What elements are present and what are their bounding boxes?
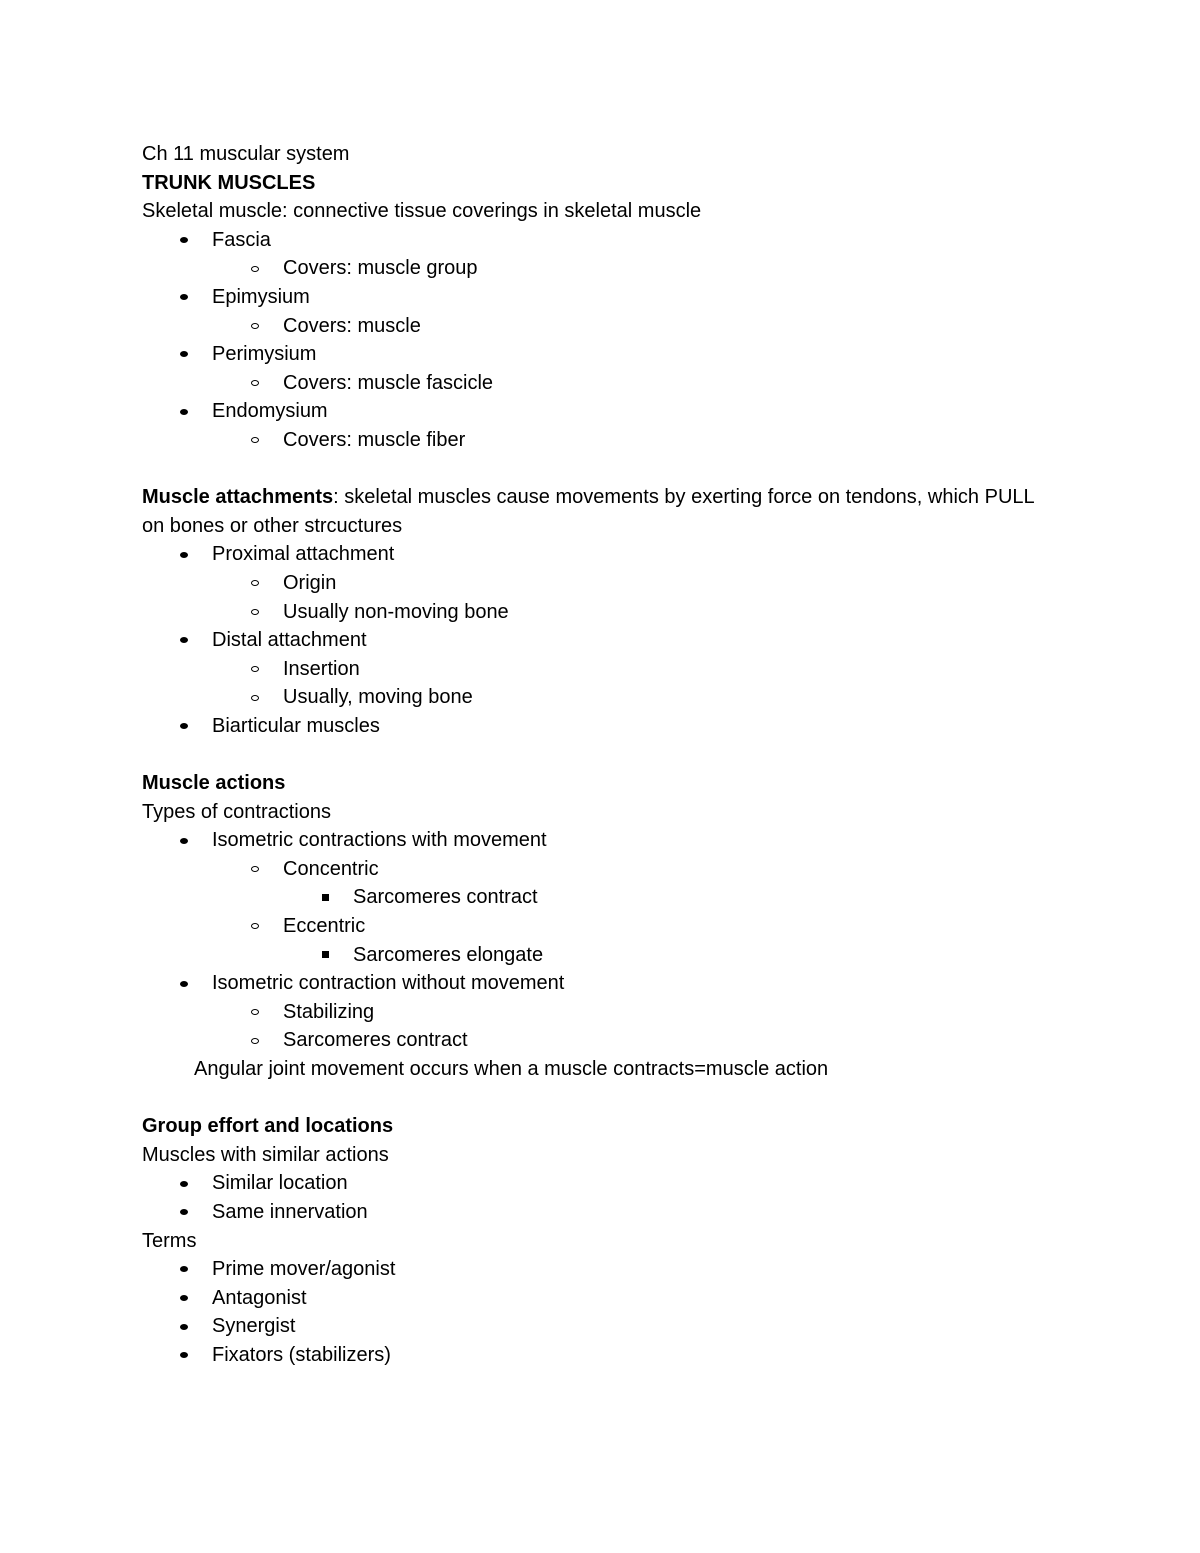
- list-item: Antagonist: [142, 1284, 1152, 1313]
- list-item-contractions-with-movement: Isometric contractions with movement: [142, 826, 1152, 855]
- blank-line: [142, 1084, 1152, 1113]
- list-item-distal-attachment: Distal attachment: [142, 626, 1152, 655]
- bullet-icon: [178, 397, 190, 426]
- list-subitem: Insertion: [142, 655, 1152, 684]
- bullet-icon: [178, 283, 190, 312]
- circle-bullet-icon: [249, 312, 261, 341]
- bullet-icon: [178, 1284, 190, 1313]
- list-subitem-eccentric: Eccentric: [142, 912, 1152, 941]
- blank-line: [142, 740, 1152, 769]
- list-subitem: Covers: muscle group: [142, 254, 1152, 283]
- list-item: Synergist: [142, 1312, 1152, 1341]
- circle-bullet-icon: [249, 254, 261, 283]
- circle-bullet-icon: [249, 369, 261, 398]
- bullet-icon: [178, 626, 190, 655]
- angular-movement-note: Angular joint movement occurs when a muscle contracts=muscle action: [194, 1058, 829, 1080]
- list-item-contraction-without-movement: Isometric contraction without movement: [142, 969, 1152, 998]
- list-item: Similar location: [142, 1169, 1152, 1198]
- list-item: Fixators (stabilizers): [142, 1341, 1152, 1370]
- circle-bullet-icon: [249, 655, 261, 684]
- circle-bullet-icon: [249, 426, 261, 455]
- list-item: Same innervation: [142, 1198, 1152, 1227]
- section-heading-trunk-muscles: TRUNK MUSCLES: [142, 171, 316, 194]
- bullet-icon: [178, 969, 190, 998]
- circle-bullet-icon: [249, 912, 261, 941]
- list-item-perimysium: Perimysium: [142, 340, 1152, 369]
- section-heading-muscle-actions: Muscle actions: [142, 772, 286, 795]
- list-item-fascia: Fascia: [142, 226, 1152, 255]
- types-of-contractions-label: Types of contractions: [142, 800, 331, 823]
- document-page: [142, 140, 1152, 1370]
- list-subitem: Sarcomeres contract: [142, 1026, 1152, 1055]
- bullet-icon: [178, 1169, 190, 1198]
- circle-bullet-icon: [249, 1026, 261, 1055]
- list-subsubitem: Sarcomeres elongate: [142, 941, 1152, 970]
- list-subitem: Covers: muscle: [142, 312, 1152, 341]
- similar-actions-label: Muscles with similar actions: [142, 1143, 389, 1166]
- list-subitem: Stabilizing: [142, 998, 1152, 1027]
- bullet-icon: [178, 1312, 190, 1341]
- bullet-icon: [178, 540, 190, 569]
- bullet-icon: [178, 1198, 190, 1227]
- list-subitem-concentric: Concentric: [142, 855, 1152, 884]
- bullet-icon: [178, 1255, 190, 1284]
- list-subitem: Usually non-moving bone: [142, 598, 1152, 627]
- list-subsubitem: Sarcomeres contract: [142, 883, 1152, 912]
- section-heading-group-effort: Group effort and locations: [142, 1115, 394, 1138]
- list-item-endomysium: Endomysium: [142, 397, 1152, 426]
- list-item-epimysium: Epimysium: [142, 283, 1152, 312]
- terms-label: Terms: [142, 1229, 197, 1252]
- list-item-proximal-attachment: Proximal attachment: [142, 540, 1152, 569]
- circle-bullet-icon: [249, 683, 261, 712]
- list-item: Prime mover/agonist: [142, 1255, 1152, 1284]
- muscle-attachments-paragraph: [142, 483, 1052, 540]
- circle-bullet-icon: [249, 855, 261, 884]
- list-subitem: Usually, moving bone: [142, 683, 1152, 712]
- list-subitem: Covers: muscle fiber: [142, 426, 1152, 455]
- section-heading-muscle-attachments: Muscle attachments: [142, 486, 334, 509]
- bullet-icon: [178, 340, 190, 369]
- bullet-icon: [178, 712, 190, 741]
- list-subitem: Covers: muscle fascicle: [142, 369, 1152, 398]
- skeletal-muscle-intro: Skeletal muscle: connective tissue coverings in skeletal muscle: [142, 200, 702, 223]
- square-bullet-icon: [319, 941, 331, 970]
- circle-bullet-icon: [249, 598, 261, 627]
- list-item-biarticular-muscles: Biarticular muscles: [142, 712, 1152, 741]
- blank-line: [142, 455, 1152, 484]
- circle-bullet-icon: [249, 569, 261, 598]
- bullet-icon: [178, 226, 190, 255]
- square-bullet-icon: [319, 883, 331, 912]
- muscle-attachments-text: : skeletal muscles cause movements by exerting force on tendons, which PULL on bones or other strcuctures: [142, 486, 1034, 537]
- circle-bullet-icon: [249, 998, 261, 1027]
- document-title: Ch 11 muscular system: [142, 143, 350, 165]
- list-subitem: Origin: [142, 569, 1152, 598]
- bullet-icon: [178, 826, 190, 855]
- bullet-icon: [178, 1341, 190, 1370]
